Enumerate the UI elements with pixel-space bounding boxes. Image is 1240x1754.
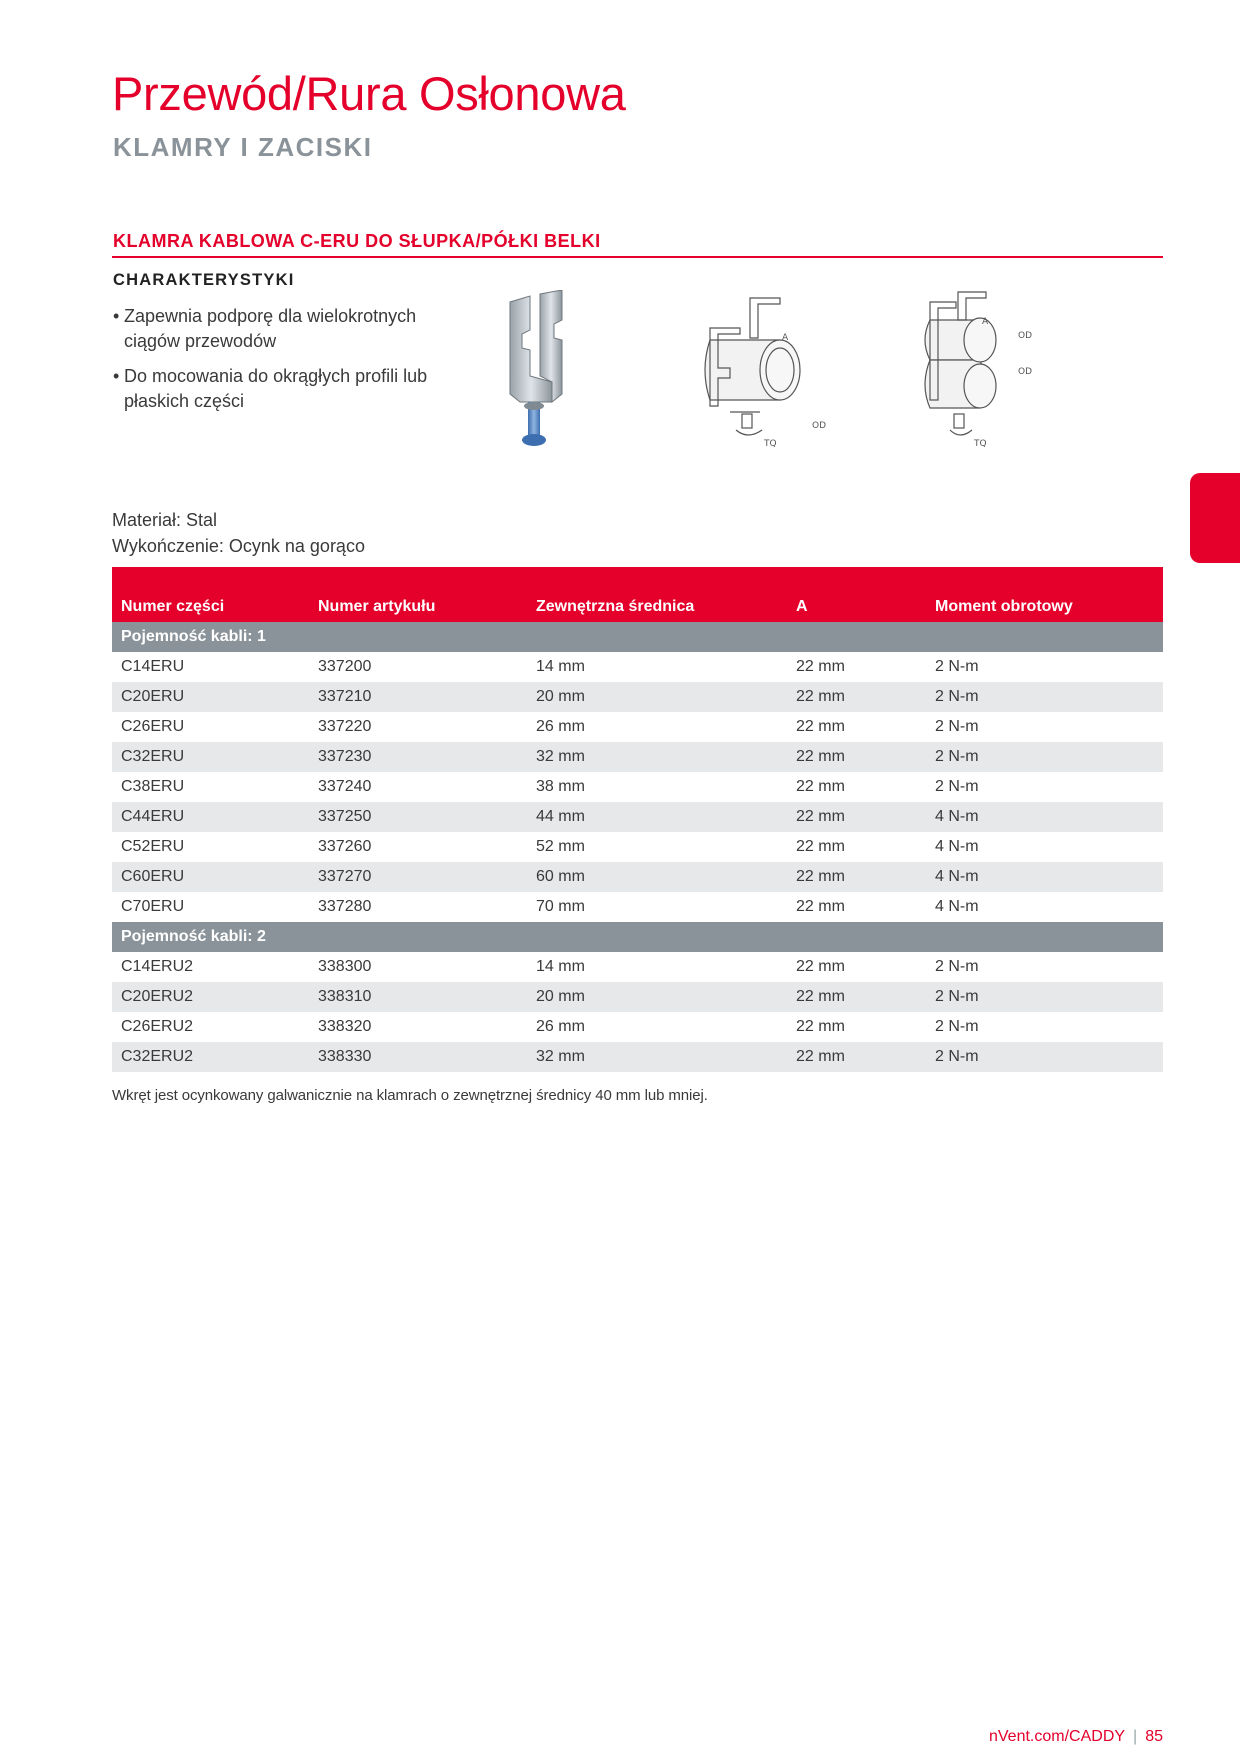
section-divider [112,256,1163,258]
table-cell: 60 mm [527,862,787,892]
table-cell: C14ERU [121,658,185,675]
table-cell: C20ERU [112,682,309,712]
table-cell: 2 N-m [926,982,1163,1012]
table-cell: 32 mm [527,742,787,772]
table-row [112,952,1163,982]
table-cell: C60ERU [112,862,309,892]
footer-link[interactable]: nVent.com/CADDY [988,1728,1126,1745]
table-cell: 22 mm [796,778,845,795]
dimension-label-a: A [782,333,789,343]
column-header: Numer artykułu [309,567,527,622]
page-footer [989,1728,1163,1746]
table-cell: C38ERU [121,778,185,795]
material-info [112,507,365,559]
product-photo [490,290,580,460]
finish-line: Wykończenie: Ocynk na gorąco [112,536,365,556]
table-cell: 338300 [318,958,372,975]
table-cell: 4 N-m [935,898,979,915]
table-cell: 22 mm [787,802,926,832]
table-cell: 38 mm [536,778,585,795]
footer-separator: | [1133,1728,1138,1745]
table-cell: 2 N-m [926,682,1163,712]
table-cell: 337230 [309,742,527,772]
table-cell: C32ERU [112,742,309,772]
table-cell: 22 mm [796,898,845,915]
single-cable-diagram [680,290,840,460]
table-row [112,892,1163,922]
table-cell: 22 mm [787,682,926,712]
table-cell: C14ERU2 [121,958,194,975]
table-row [112,1042,1163,1072]
column-header: A [787,567,926,622]
table-cell: 337220 [318,718,372,735]
column-header: Zewnętrzna średnica [527,567,787,622]
double-cable-diagram [910,290,1050,460]
table-cell: 14 mm [536,658,585,675]
table-cell: 22 mm [796,838,845,855]
table-cell: 22 mm [787,742,926,772]
table-cell: 22 mm [787,1042,926,1072]
column-header: Moment obrotowy [926,567,1163,622]
table-cell: 338330 [309,1042,527,1072]
table-cell: C32ERU2 [112,1042,309,1072]
table-header-row [112,567,1163,622]
product-images [490,290,1050,460]
table-cell: C26ERU [121,718,185,735]
dimension-label-od: OD [1018,367,1033,377]
table-cell: 2 N-m [935,778,979,795]
table-row [112,982,1163,1012]
table-cell: 2 N-m [935,718,979,735]
page-subtitle: KLAMRY I ZACISKI [113,132,373,162]
table-cell: C70ERU [121,898,185,915]
table-cell: 4 N-m [926,862,1163,892]
table-cell: 26 mm [536,718,585,735]
table-cell: 338310 [309,982,527,1012]
table-row [112,832,1163,862]
table-cell: 2 N-m [926,742,1163,772]
feature-item: • Do mocowania do okrągłych profili lub płaskich części [113,364,433,414]
dimension-label-od: OD [812,421,827,431]
dimension-label-a: A [982,317,989,327]
page-number: 85 [1145,1728,1163,1745]
table-cell: C26ERU2 [121,1018,194,1035]
table-cell: 2 N-m [935,658,979,675]
table-row [112,862,1163,892]
dimension-label-od: OD [1018,331,1033,341]
table-row [112,772,1163,802]
feature-list [113,304,433,424]
table-cell: 20 mm [527,982,787,1012]
table-cell: 22 mm [787,862,926,892]
table-row [112,652,1163,682]
section-title: KLAMRA KABLOWA C-ERU DO SŁUPKA/PÓŁKI BELKI [113,231,601,251]
group-label: Pojemność kabli: 2 [112,922,1163,952]
table-cell: C52ERU [121,838,185,855]
column-header: Numer części [112,567,309,622]
table-cell: 22 mm [796,1018,845,1035]
spec-table [112,567,1163,1072]
dimension-label-tq: TQ [974,439,987,449]
table-group-row [112,622,1163,652]
table-cell: 337260 [318,838,372,855]
table-group-row [112,922,1163,952]
table-cell: 22 mm [796,958,845,975]
table-cell: 4 N-m [926,802,1163,832]
table-cell: 52 mm [536,838,585,855]
table-row [112,802,1163,832]
table-row [112,712,1163,742]
footnote: Wkręt jest ocynkowany galwanicznie na klamrach o zewnętrznej średnicy 40 mm lub mniej. [112,1087,708,1104]
table-cell: 22 mm [796,718,845,735]
group-label: Pojemność kabli: 1 [112,622,1163,652]
table-cell: 337250 [309,802,527,832]
page-title: Przewód/Rura Osłonowa [112,67,626,120]
table-cell: 2 N-m [935,1018,979,1035]
table-cell: 44 mm [527,802,787,832]
table-cell: 20 mm [527,682,787,712]
table-cell: 14 mm [536,958,585,975]
table-cell: C44ERU [112,802,309,832]
table-cell: 22 mm [796,658,845,675]
table-cell: 337280 [318,898,372,915]
table-cell: 26 mm [536,1018,585,1035]
table-cell: 2 N-m [926,1042,1163,1072]
table-cell: 338320 [318,1018,372,1035]
table-cell: C20ERU2 [112,982,309,1012]
table-cell: 4 N-m [935,838,979,855]
table-cell: 22 mm [787,982,926,1012]
feature-item: • Zapewnia podporę dla wielokrotnych ciągów przewodów [113,304,433,354]
table-cell: 337270 [309,862,527,892]
table-cell: 2 N-m [935,958,979,975]
table-row [112,1012,1163,1042]
section-tab [1190,473,1240,563]
table-row [112,682,1163,712]
material-line: Materiał: Stal [112,510,218,530]
table-cell: 70 mm [536,898,585,915]
table-cell: 337210 [309,682,527,712]
dimension-label-tq: TQ [764,439,777,449]
table-cell: 337200 [318,658,372,675]
table-cell: 337240 [318,778,372,795]
table-cell: 32 mm [527,1042,787,1072]
characteristics-heading: CHARAKTERYSTYKI [113,271,295,289]
table-row [112,742,1163,772]
